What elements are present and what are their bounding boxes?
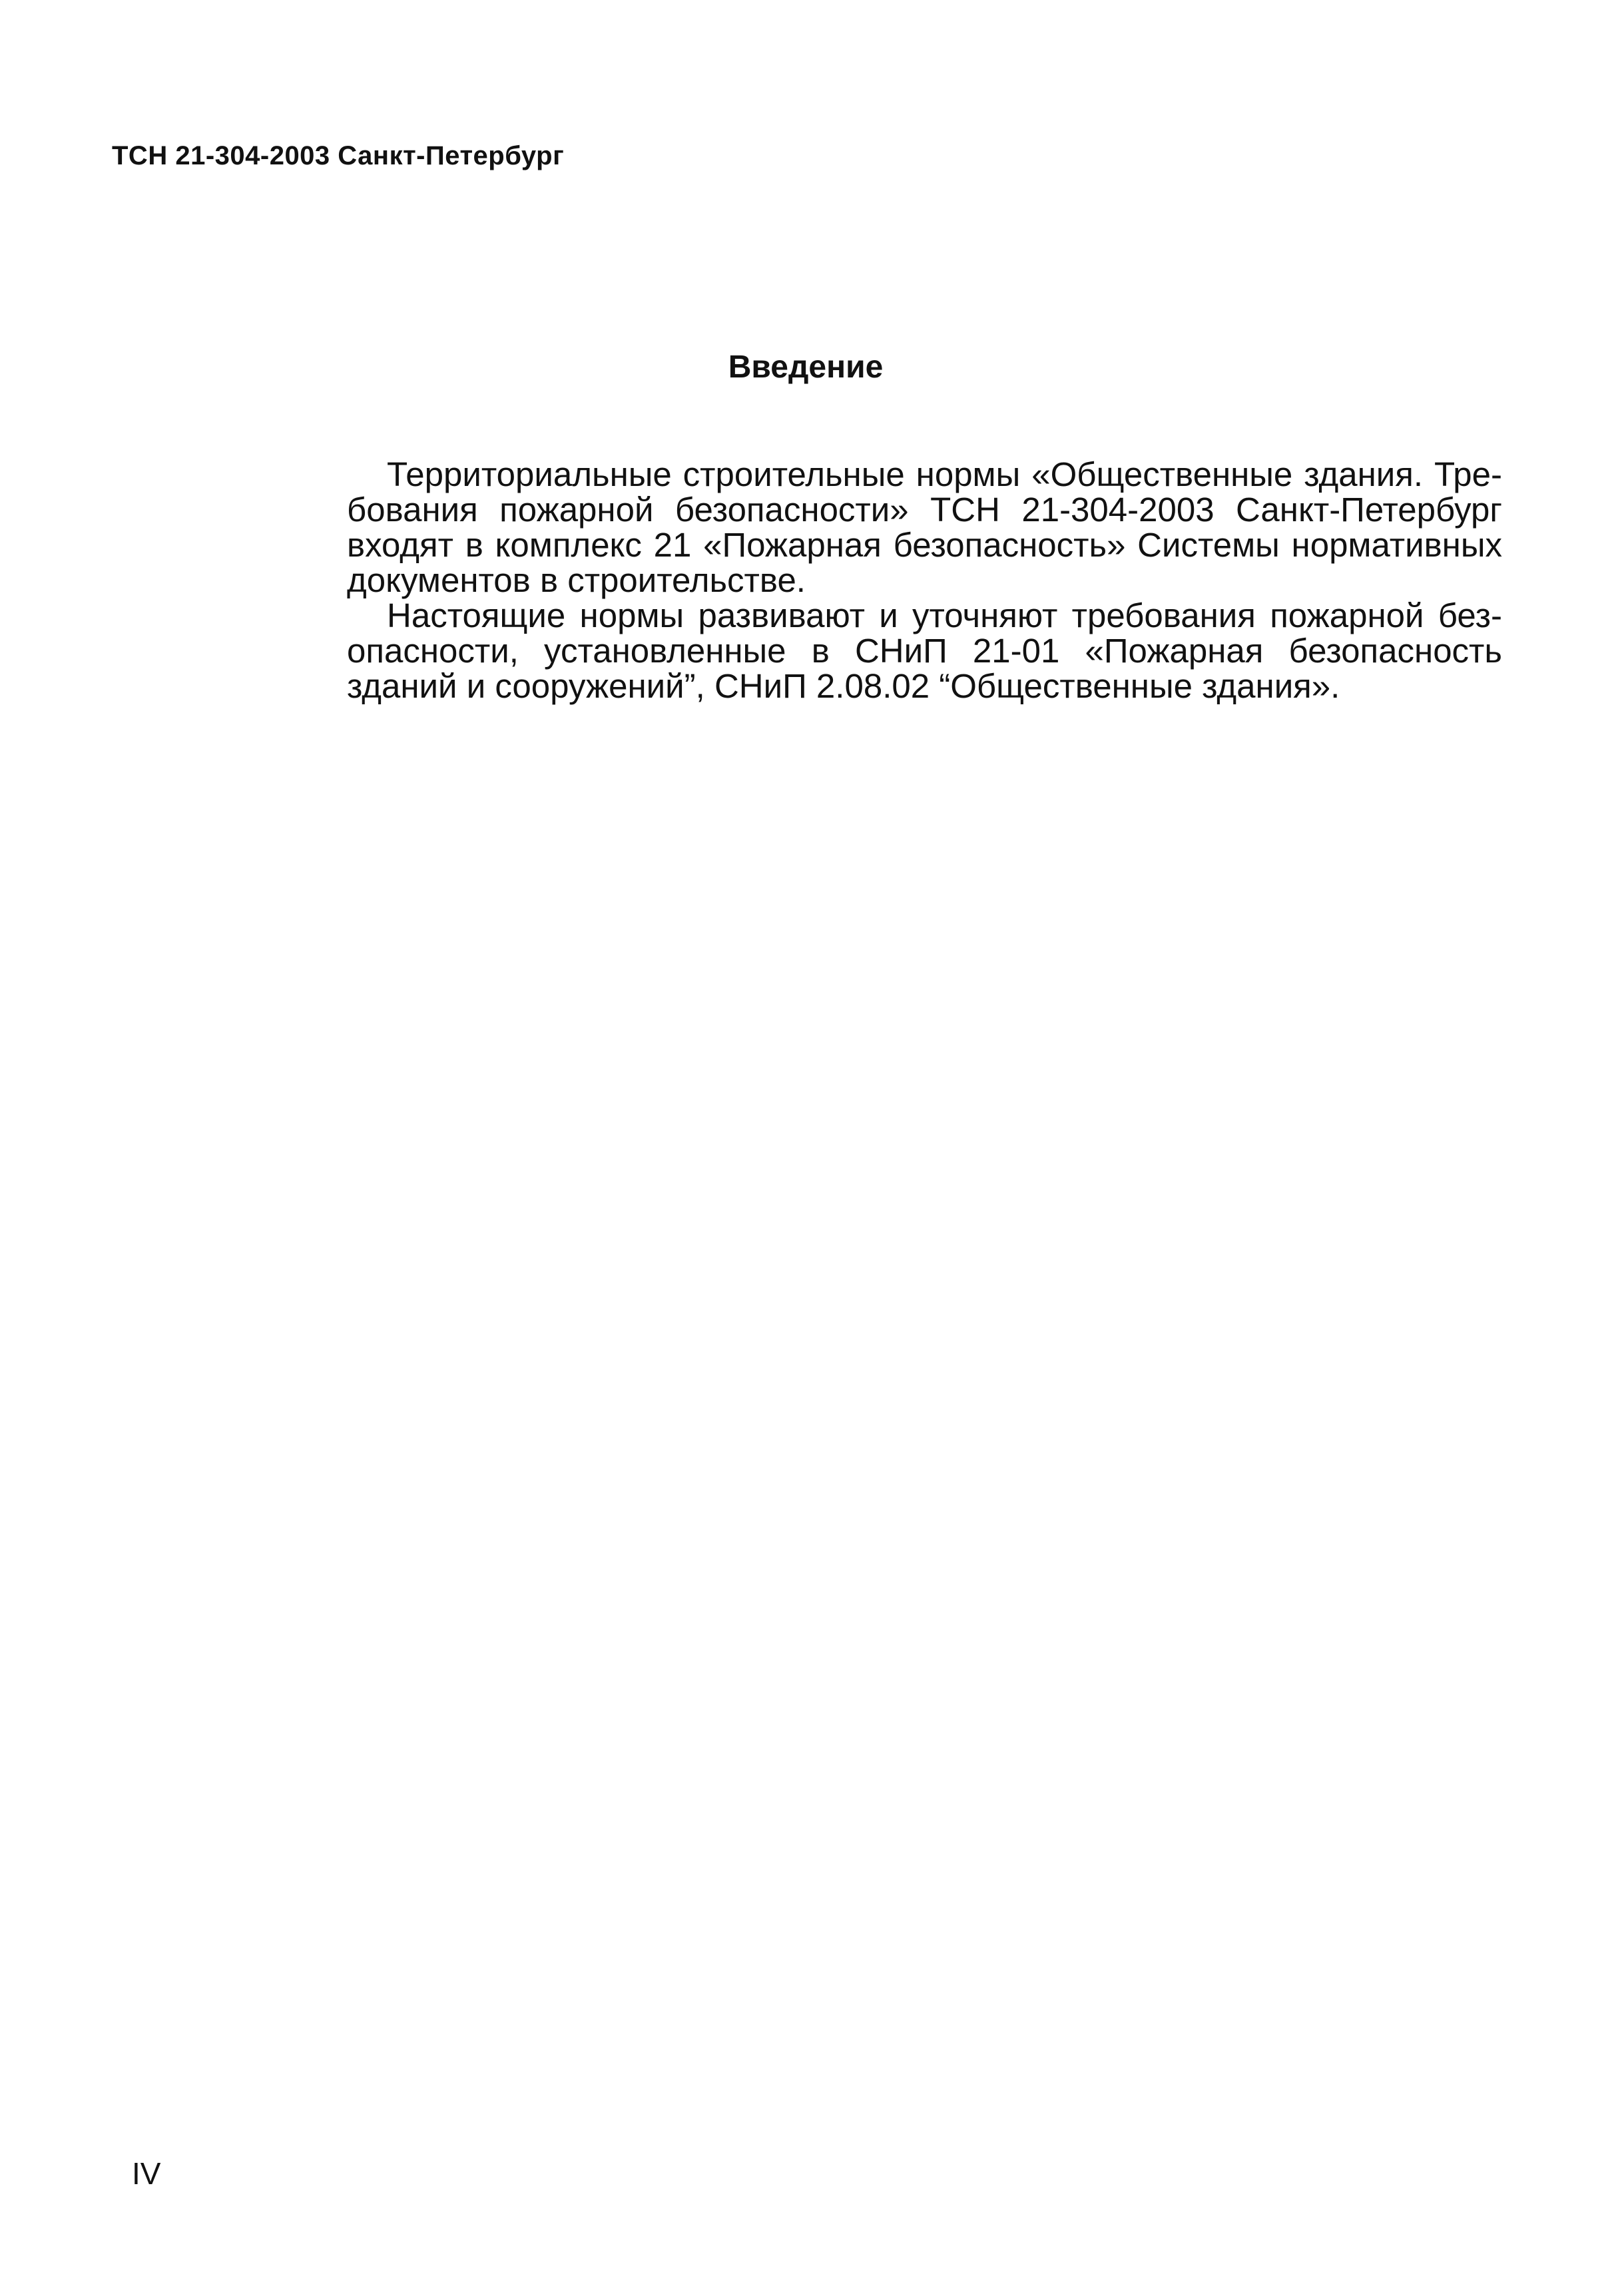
section-heading: Введение bbox=[728, 349, 884, 385]
page-number: IV bbox=[132, 2156, 161, 2191]
paragraph: Настоящие нормы развивают и уточняют требования пожарной безопасности, установленные в СНиП 21-01 «Пожарная безопасность зданий и сооружений”, СНиП 2.08.02 “Общественные здания». bbox=[347, 596, 1502, 705]
running-header: ТСН 21-304-2003 Санкт-Петербург bbox=[112, 141, 565, 170]
paragraph: Территориальные строительные нормы «Общественные здания. Требования пожарной безопасности» ТСН 21-304-2003 Санкт-Петербург входят в комплекс 21 «Пожарная безопасность» Системы нормативных документов в строительстве. bbox=[347, 455, 1502, 599]
body-text bbox=[347, 457, 1502, 704]
